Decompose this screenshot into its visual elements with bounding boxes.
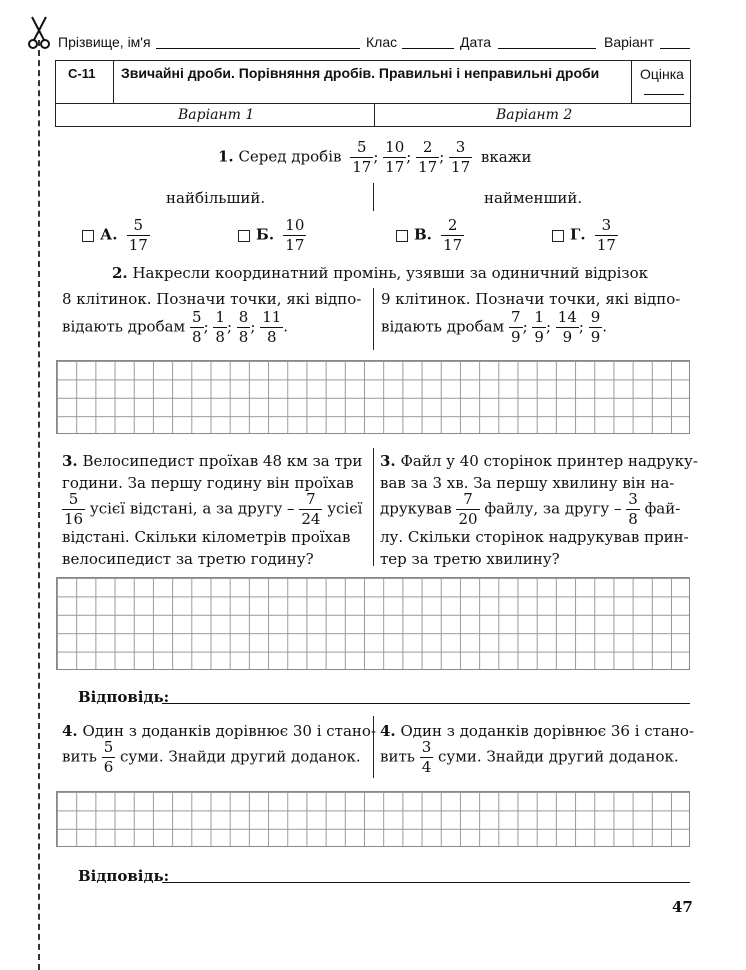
- task3-v2-line1: 3. Файл у 40 сторінок принтер надруку-: [380, 452, 698, 470]
- fraction: $\frac{3}{17}$: [451, 138, 471, 176]
- option-b[interactable]: Б. $\frac{10}{17}$: [238, 218, 306, 253]
- page-number: 47: [672, 898, 693, 916]
- scissors-icon: [27, 16, 51, 50]
- grade-label: Оцінка: [640, 66, 684, 82]
- task1-divider: [373, 183, 374, 211]
- date-label: Дата: [460, 34, 492, 50]
- checkbox-icon[interactable]: [396, 230, 408, 242]
- task4-v1-line1: 4. Один з доданків дорівнює 30 і стано-: [62, 722, 377, 740]
- task3-v1-line2: години. За першу годину він проїхав: [62, 474, 354, 492]
- task3-v2-line4: лу. Скільки сторінок надрукував прин-: [380, 528, 689, 546]
- variant1-heading: Варіант 1: [178, 107, 255, 123]
- task3-v1-line1: 3. Велосипедист проїхав 48 км за три: [62, 452, 363, 470]
- task1-variant1-word: найбільший.: [166, 189, 266, 207]
- task3-v1-line3: $\frac{5}{16}$ усієї відстані, а за другу – $\frac{7}{24}$ усієї: [64, 490, 363, 528]
- task3-v2-line5: тер за третю хвилину?: [380, 550, 560, 568]
- task4-answer-label: Відповідь:: [78, 867, 170, 885]
- task4-v2-line1: 4. Один з доданків дорівнює 36 і стано-: [380, 722, 695, 740]
- task3-divider: [373, 448, 374, 566]
- task3-v2-line2: вав за 3 хв. За першу хвилину він на-: [380, 474, 675, 492]
- task3-v2-line3: друкував $\frac{7}{20}$ файлу, за другу – $\frac{3}{8}$ фай-: [380, 490, 681, 528]
- grade-field[interactable]: [644, 83, 684, 95]
- task4-answer-line[interactable]: [162, 882, 690, 883]
- student-header: [58, 32, 690, 54]
- task2-divider: [373, 288, 374, 350]
- class-label: Клас: [366, 34, 398, 50]
- fraction: $\frac{5}{17}$: [352, 138, 372, 176]
- task4-divider: [373, 716, 374, 778]
- task3-grid[interactable]: [56, 577, 690, 670]
- title-table: [55, 60, 691, 127]
- task1-statement: 1. Серед дробів $\frac{5}{17}$ ; $\frac{10}{17}$ ; $\frac{2}{17}$ ; $\frac{3}{17}$ вкажи: [218, 138, 532, 176]
- class-field[interactable]: [402, 48, 454, 49]
- option-d[interactable]: Г. $\frac{3}{17}$: [552, 218, 618, 253]
- date-field[interactable]: [498, 48, 596, 49]
- checkbox-icon[interactable]: [82, 230, 94, 242]
- variant2-heading: Варіант 2: [496, 107, 573, 123]
- task2-v2-line2: відають дробам $\frac{7}{9}$ ; $\frac{1}{9}$ ; $\frac{14}{9}$ ; $\frac{9}{9}$ .: [381, 308, 608, 346]
- task3-v1-line4: відстані. Скільки кілометрів проїхав: [62, 528, 351, 546]
- checkbox-icon[interactable]: [552, 230, 564, 242]
- task2-v2-line1: 9 клітинок. Позначи точки, які відпо-: [381, 290, 681, 308]
- option-a[interactable]: А. $\frac{5}{17}$: [82, 218, 150, 253]
- task4-grid[interactable]: [56, 791, 690, 847]
- task3-answer-label: Відповідь:: [78, 688, 170, 706]
- checkbox-icon[interactable]: [238, 230, 250, 242]
- variant-divider: [374, 104, 375, 126]
- worksheet-topic: Звичайні дроби. Порівняння дробів. Правильні і неправильні дроби: [114, 61, 632, 103]
- grade-cell: [632, 61, 690, 103]
- name-label: Прізвище, ім'я: [58, 34, 151, 50]
- task2-grid[interactable]: [56, 360, 690, 434]
- cut-line: [38, 40, 40, 970]
- task2-v1-line2: відають дробам $\frac{5}{8}$ ; $\frac{1}{8}$ ; $\frac{8}{8}$ ; $\frac{11}{8}$ .: [62, 308, 289, 346]
- fraction: $\frac{10}{17}$: [385, 138, 405, 176]
- task2-intro: 2. Накресли координатний промінь, узявши за одиничний відрізок: [112, 264, 649, 282]
- variant-field[interactable]: [660, 48, 690, 49]
- task3-v1-line5: велосипедист за третю годину?: [62, 550, 314, 568]
- option-c[interactable]: В. $\frac{2}{17}$: [396, 218, 464, 253]
- task4-v1-line2: вить $\frac{5}{6}$ суми. Знайди другий доданок.: [62, 738, 361, 776]
- name-field[interactable]: [156, 48, 360, 49]
- variant-row: [56, 103, 690, 126]
- task2-v1-line1: 8 клітинок. Позначи точки, які відпо-: [62, 290, 362, 308]
- task1-variant2-word: найменший.: [484, 189, 583, 207]
- variant-label: Варіант: [604, 34, 654, 50]
- task4-v2-line2: вить $\frac{3}{4}$ суми. Знайди другий доданок.: [380, 738, 679, 776]
- fraction: $\frac{2}{17}$: [418, 138, 438, 176]
- task3-answer-line[interactable]: [162, 703, 690, 704]
- worksheet-code: С-11: [56, 61, 114, 103]
